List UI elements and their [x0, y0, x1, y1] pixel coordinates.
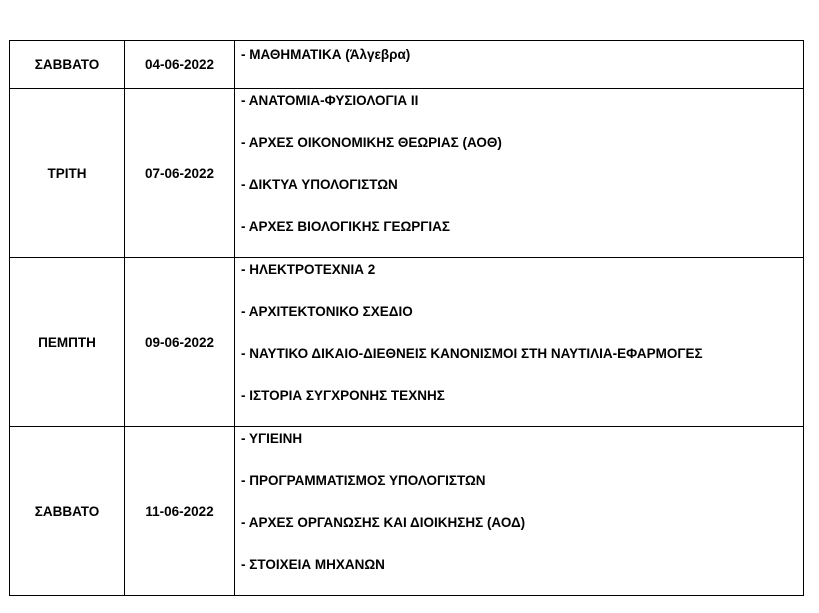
- date-cell: 07-06-2022: [125, 89, 235, 258]
- day-cell: ΣΑΒΒΑΤΟ: [10, 41, 125, 89]
- date-cell: 04-06-2022: [125, 41, 235, 89]
- subject-item: - ΑΝΑΤΟΜΙΑ-ΦΥΣΙΟΛΟΓΙΑ ΙΙ: [241, 93, 419, 108]
- subject-item: - ΥΓΙΕΙΝΗ: [241, 431, 303, 446]
- day-cell: ΤΡΙΤΗ: [10, 89, 125, 258]
- subject-item: - ΔΙΚΤΥΑ ΥΠΟΛΟΓΙΣΤΩΝ: [241, 177, 398, 192]
- subject-item: - ΝΑΥΤΙΚΟ ΔΙΚΑΙΟ-ΔΙΕΘΝΕΙΣ ΚΑΝΟΝΙΣΜΟΙ ΣΤΗ ΝΑΥΤΙΛΙΑ-ΕΦΑΡΜΟΓΕΣ: [241, 346, 703, 361]
- schedule-row: [10, 427, 804, 596]
- subject-item: - ΑΡΧΙΤΕΚΤΟΝΙΚΟ ΣΧΕΔΙΟ: [241, 304, 413, 319]
- subjects-cell: [235, 427, 804, 596]
- day-cell: ΠΕΜΠΤΗ: [10, 258, 125, 427]
- subjects-cell: [235, 41, 804, 89]
- subject-item: - ΑΡΧΕΣ ΒΙΟΛΟΓΙΚΗΣ ΓΕΩΡΓΙΑΣ: [241, 219, 451, 234]
- schedule-row: [10, 89, 804, 258]
- date-cell: 11-06-2022: [125, 427, 235, 596]
- schedule-row: [10, 41, 804, 89]
- subject-item: - ΗΛΕΚΤΡΟΤΕΧΝΙΑ 2: [241, 262, 376, 277]
- date-cell: 09-06-2022: [125, 258, 235, 427]
- subjects-cell: [235, 258, 804, 427]
- exam-schedule-table: [9, 40, 804, 596]
- subject-item: - ΜΑΘΗΜΑΤΙΚΑ (Άλγεβρα): [241, 47, 411, 62]
- schedule-row: [10, 258, 804, 427]
- subjects-cell: [235, 89, 804, 258]
- subject-item: - ΙΣΤΟΡΙΑ ΣΥΓΧΡΟΝΗΣ ΤΕΧΝΗΣ: [241, 388, 445, 403]
- day-cell: ΣΑΒΒΑΤΟ: [10, 427, 125, 596]
- subject-item: - ΑΡΧΕΣ ΟΡΓΑΝΩΣΗΣ ΚΑΙ ΔΙΟΙΚΗΣΗΣ (ΑΟΔ): [241, 515, 526, 530]
- subject-item: - ΣΤΟΙΧΕΙΑ ΜΗΧΑΝΩΝ: [241, 557, 385, 572]
- subject-item: - ΑΡΧΕΣ ΟΙΚΟΝΟΜΙΚΗΣ ΘΕΩΡΙΑΣ (ΑΟΘ): [241, 135, 502, 150]
- subject-item: - ΠΡΟΓΡΑΜΜΑΤΙΣΜΟΣ ΥΠΟΛΟΓΙΣΤΩΝ: [241, 473, 486, 488]
